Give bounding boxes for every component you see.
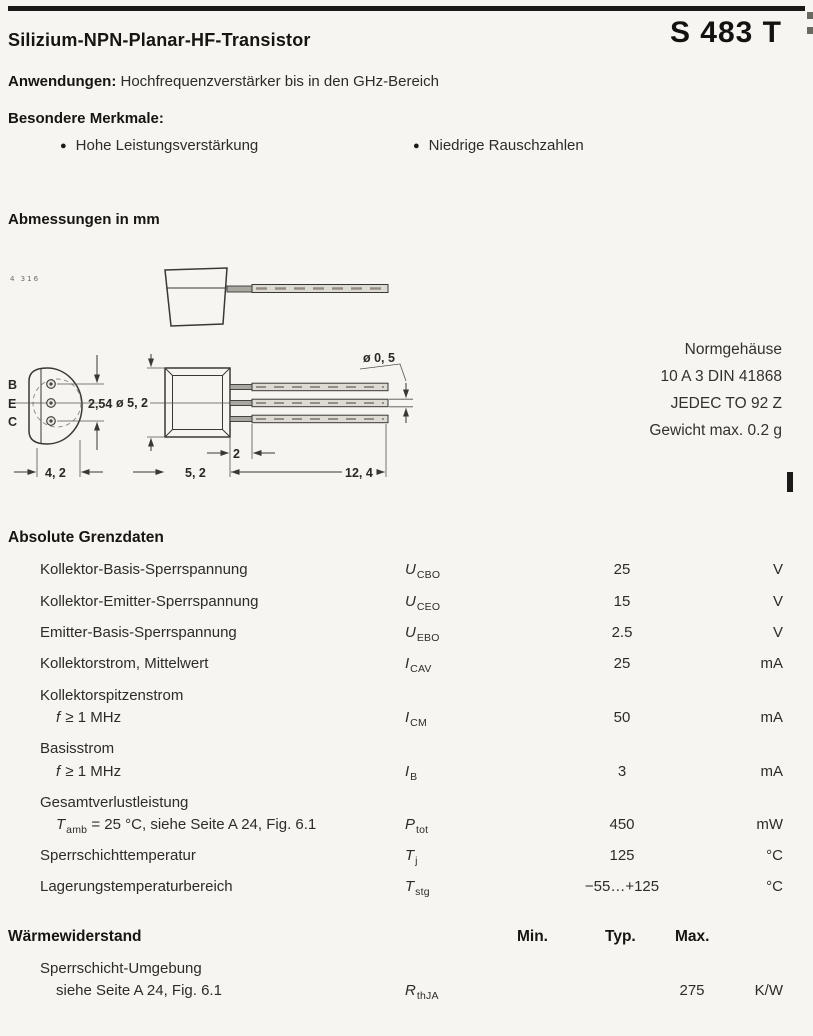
- lead-stub: [230, 401, 252, 406]
- dim-label-pin-pitch: 2,54: [88, 397, 113, 411]
- param-label: Kollektor-Emitter-Sperrspannung: [40, 593, 259, 610]
- applications-text: Hochfrequenzverstärker bis in den GHz-Bereich: [120, 73, 439, 90]
- symbol: $U_{EBO}$: [405, 624, 440, 644]
- pin-label-b: B: [8, 378, 18, 392]
- pin-label-c: C: [8, 415, 18, 429]
- page-edge-artifact: [807, 27, 813, 34]
- dim-label-lead-length: 12, 4: [345, 466, 373, 480]
- param-label: Kollektorspitzenstrom: [40, 687, 184, 704]
- unit: V: [772, 593, 783, 610]
- dim-label-body-length: 5, 2: [185, 466, 206, 480]
- dim-label-front-width: 4, 2: [45, 466, 66, 480]
- value: 25: [613, 561, 631, 578]
- param-label: Gesamtverlustleistung: [40, 794, 189, 811]
- case-info: [480, 336, 782, 444]
- param-label: Sperrschicht-Umgebung: [40, 960, 202, 977]
- value: 50: [613, 709, 631, 726]
- feature-label: Hohe Leistungsverstärkung: [75, 137, 259, 154]
- page-edge-mark: [787, 472, 793, 492]
- param-label: Lagerungstemperaturbereich: [40, 878, 233, 895]
- applications-label: Anwendungen:: [8, 73, 117, 90]
- symbol: $I_{CM}$: [405, 709, 427, 729]
- package-bottom-view: [8, 355, 112, 480]
- value: 15: [613, 593, 631, 610]
- top-rule: [8, 6, 805, 11]
- ratings-heading: Absolute Grenzdaten: [8, 529, 164, 546]
- symbol: $U_{CEO}$: [405, 593, 441, 613]
- unit: mA: [760, 763, 783, 780]
- case-info-line: JEDEC TO 92 Z: [670, 395, 782, 412]
- param-label: Sperrschichttemperatur: [40, 847, 196, 864]
- dimensions-heading: Abmessungen in mm: [8, 211, 160, 228]
- symbol: $T_{stg}$: [405, 878, 430, 898]
- case-info-line: Normgehäuse: [684, 341, 782, 358]
- column-header-typ: Typ.: [605, 928, 636, 945]
- pin-label-e: E: [8, 397, 17, 411]
- param-label: Kollektor-Basis-Sperrspannung: [40, 561, 248, 578]
- value: −55…+125: [584, 878, 660, 895]
- feature-item: [413, 137, 584, 154]
- condition: $T_{amb} = 25$ °C, siehe Seite A 24, Fig. 6.1: [56, 816, 317, 836]
- unit: °C: [766, 847, 783, 864]
- value: 25: [613, 655, 631, 672]
- symbol: $U_{CBO}$: [405, 561, 441, 581]
- symbol: $T_j$: [405, 847, 418, 867]
- case-info-line: Gewicht max. 0.2 g: [649, 422, 782, 439]
- bullet-icon: ●: [413, 140, 420, 152]
- column-header-max: Max.: [675, 928, 710, 945]
- unit: mW: [756, 816, 783, 833]
- package-top-view: [165, 268, 388, 326]
- lead-stub: [227, 286, 252, 292]
- dim-label-body-dia: ø 5, 2: [116, 396, 148, 410]
- thermal-heading: Wärmewiderstand: [8, 928, 142, 945]
- symbol: $R_{thJA}$: [405, 982, 439, 1002]
- max-value: 275: [679, 982, 705, 999]
- condition: f ≥ 1 MHz: [56, 763, 122, 780]
- unit: °C: [766, 878, 783, 895]
- applications-line: [8, 73, 439, 90]
- dim-label-stub-length: 2: [233, 447, 240, 461]
- figure-number: 4 316: [10, 275, 41, 283]
- symbol: $P_{tot}$: [405, 816, 429, 836]
- unit: V: [772, 624, 783, 641]
- bullet-icon: ●: [60, 140, 67, 152]
- package-side-view: [116, 351, 413, 480]
- column-header-min: Min.: [517, 928, 548, 945]
- package-body: [165, 368, 230, 437]
- page-edge-artifact: [807, 12, 813, 19]
- feature-item: [60, 137, 258, 154]
- param-label: Emitter-Basis-Sperrspannung: [40, 624, 237, 641]
- value: 3: [617, 763, 627, 780]
- unit: mA: [760, 655, 783, 672]
- lead-stub: [230, 417, 252, 422]
- case-info-line: 10 A 3 DIN 41868: [660, 368, 782, 385]
- param-label: Kollektorstrom, Mittelwert: [40, 655, 209, 672]
- page-title: Silizium-NPN-Planar-HF-Transistor: [8, 30, 311, 50]
- features-heading: Besondere Merkmale:: [8, 110, 164, 127]
- feature-label: Niedrige Rauschzahlen: [428, 137, 584, 154]
- condition: f ≥ 1 MHz: [56, 709, 122, 726]
- dim-label-lead-dia: ø 0, 5: [363, 351, 395, 365]
- package-body: [165, 268, 227, 326]
- unit: K/W: [754, 982, 783, 999]
- unit: mA: [760, 709, 783, 726]
- value: 2.5: [611, 624, 633, 641]
- symbol: $I_{CAV}$: [405, 655, 432, 675]
- package-outline: [29, 368, 82, 444]
- dimension-drawing: [0, 252, 440, 502]
- lead-stub: [230, 385, 252, 390]
- value: 450: [609, 816, 635, 833]
- value: 125: [609, 847, 635, 864]
- param-label: Basisstrom: [40, 740, 115, 757]
- part-number: S 483 T: [669, 16, 782, 49]
- condition: siehe Seite A 24, Fig. 6.1: [56, 982, 222, 999]
- unit: V: [772, 561, 783, 578]
- symbol: $I_B$: [405, 763, 418, 783]
